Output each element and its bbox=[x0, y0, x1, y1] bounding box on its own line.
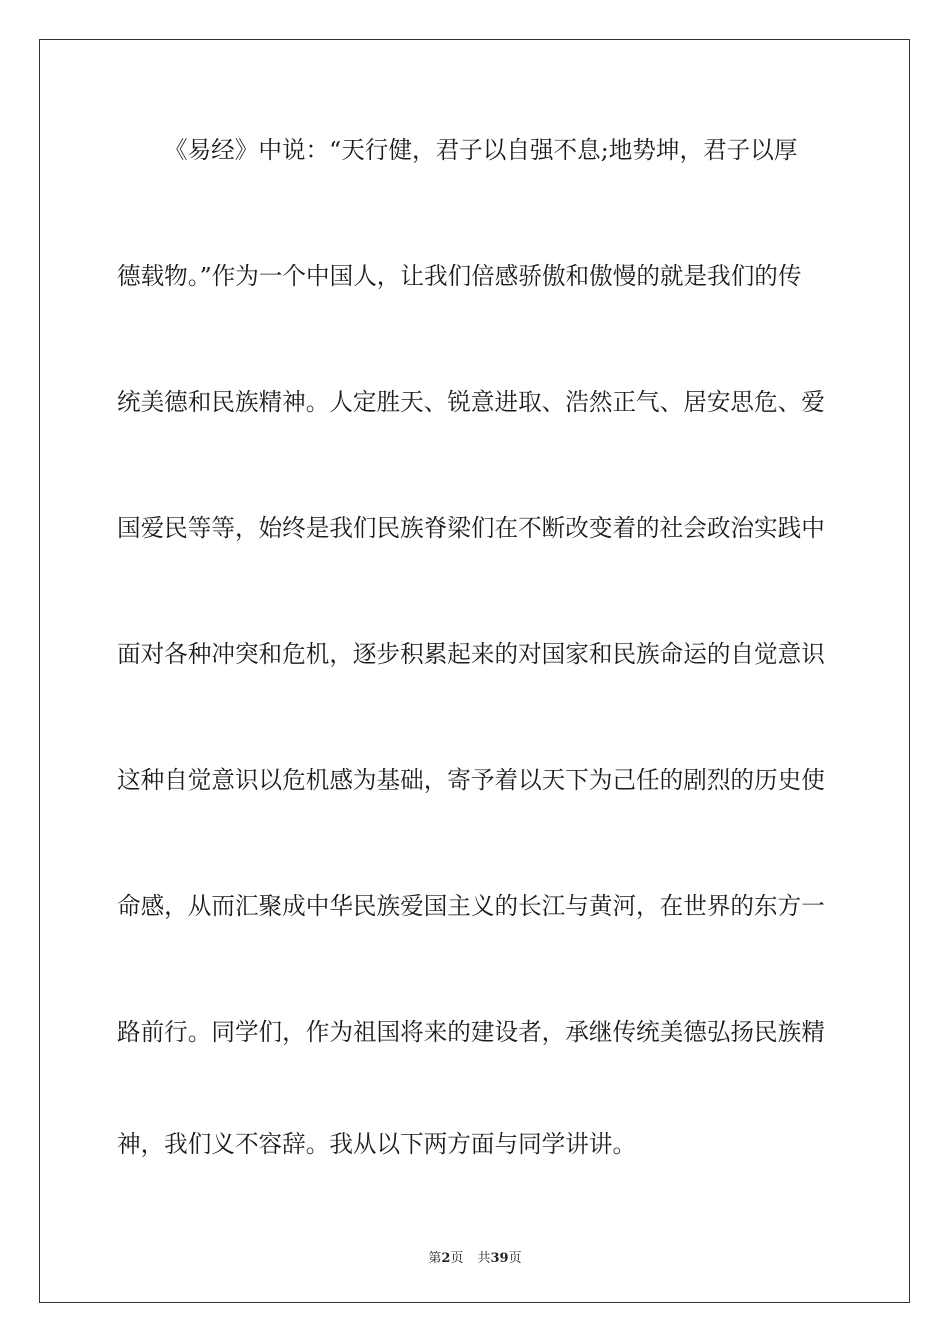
paragraph-line-7: 命感，从而汇聚成中华民族爱国主义的长江与黄河，在世界的东方一 bbox=[117, 892, 825, 920]
page-footer bbox=[0, 1247, 950, 1266]
total-prefix: 共 bbox=[477, 1251, 491, 1266]
paragraph-line-8: 路前行。同学们，作为祖国将来的建设者，承继传统美德弘扬民族精 bbox=[117, 1018, 825, 1046]
paragraph-line-4: 国爱民等等，始终是我们民族脊梁们在不断改变着的社会政治实践中 bbox=[117, 514, 825, 542]
page-border bbox=[39, 39, 910, 1303]
total-pages: 39 bbox=[490, 1251, 509, 1266]
page-prefix: 第 bbox=[428, 1251, 442, 1266]
total-suffix: 页 bbox=[508, 1251, 522, 1266]
paragraph-line-1: 《易经》中说：“天行健，君子以自强不息;地势坤，君子以厚 bbox=[164, 136, 798, 164]
paragraph-line-9: 神，我们义不容辞。我从以下两方面与同学讲讲。 bbox=[117, 1130, 637, 1158]
paragraph-line-5: 面对各种冲突和危机，逐步积累起来的对国家和民族命运的自觉意识 bbox=[117, 640, 825, 668]
page-suffix: 页 bbox=[450, 1251, 464, 1266]
paragraph-line-2: 德载物。”作为一个中国人，让我们倍感骄傲和傲慢的就是我们的传 bbox=[117, 262, 802, 290]
paragraph-line-3: 统美德和民族精神。人定胜天、锐意进取、浩然正气、居安思危、爱 bbox=[117, 388, 825, 416]
paragraph-line-6: 这种自觉意识以危机感为基础，寄予着以天下为己任的剧烈的历史使 bbox=[117, 766, 825, 794]
page-number: 2 bbox=[441, 1251, 451, 1266]
